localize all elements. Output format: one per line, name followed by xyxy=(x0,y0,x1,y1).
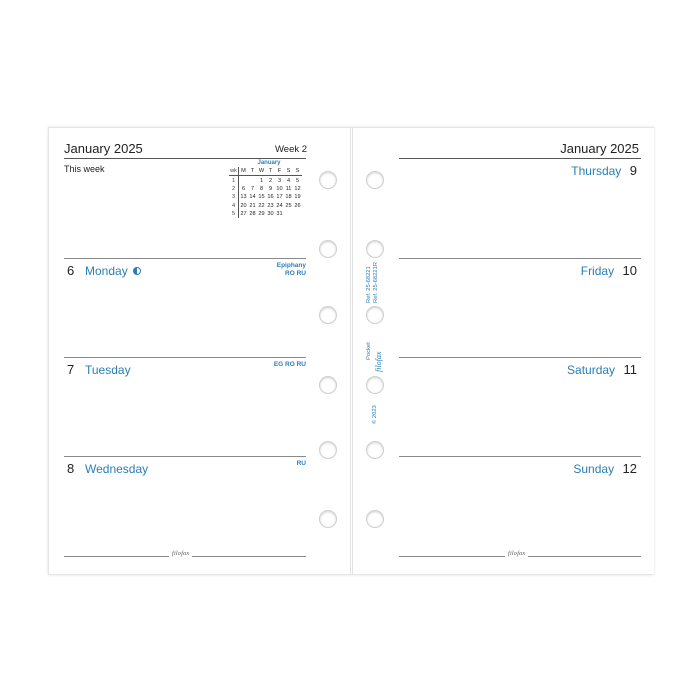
mini-cell: 28 xyxy=(249,211,256,218)
mini-cell: 15 xyxy=(258,194,265,201)
mini-cell: 7 xyxy=(250,185,255,192)
day-divider xyxy=(64,258,306,259)
mini-cell xyxy=(248,176,257,185)
mini-header-cell: W xyxy=(258,168,265,175)
holiday-monday xyxy=(249,262,306,278)
mini-cell: 31 xyxy=(276,211,283,218)
mini-cell: 17 xyxy=(276,194,283,201)
mini-cell: 19 xyxy=(294,194,301,201)
mini-cell: 3 xyxy=(229,193,239,201)
mini-calendar xyxy=(229,160,309,218)
mini-calendar-row xyxy=(229,176,302,185)
mini-cell: 18 xyxy=(285,194,292,201)
mini-calendar-row xyxy=(229,193,302,201)
mini-cell: 10 xyxy=(276,185,283,192)
day-number-thursday: 9 xyxy=(629,163,637,178)
mini-cell: 12 xyxy=(294,185,301,192)
holiday-tuesday-line2: EG RO RU xyxy=(273,361,306,368)
mini-calendar-row xyxy=(229,202,302,210)
mini-cell: 1 xyxy=(259,177,264,184)
mini-cell: 9 xyxy=(268,185,273,192)
ring-hole xyxy=(366,441,384,459)
mini-header-cell: wk xyxy=(230,168,237,175)
ring-hole xyxy=(319,171,337,189)
mini-cell xyxy=(293,210,302,218)
gutter-filofax-logo: filofax xyxy=(374,351,383,372)
mini-cell: 27 xyxy=(240,211,247,218)
day-name-wednesday: Wednesday xyxy=(85,462,149,476)
mini-cell xyxy=(239,176,249,185)
mini-calendar-table xyxy=(229,167,302,218)
mini-cell: 1 xyxy=(229,176,239,185)
this-week-label: This week xyxy=(64,164,105,174)
mini-calendar-row xyxy=(229,210,302,218)
mini-cell: 13 xyxy=(240,194,247,201)
mini-cell: 5 xyxy=(229,210,239,218)
mini-cell: 26 xyxy=(294,202,301,209)
mini-calendar-month: January xyxy=(257,160,281,166)
mini-cell: 24 xyxy=(276,202,283,209)
day-name-monday: Monday xyxy=(85,264,128,278)
week-number: Week 2 xyxy=(275,144,308,155)
mini-cell: 30 xyxy=(267,211,274,218)
left-page xyxy=(49,128,351,574)
ring-hole xyxy=(319,441,337,459)
ring-hole xyxy=(366,510,384,528)
mini-cell: 25 xyxy=(285,202,292,209)
ring-hole xyxy=(366,306,384,324)
holiday-tuesday xyxy=(249,361,306,369)
mini-header-cell: T xyxy=(266,167,275,176)
mini-cell: 16 xyxy=(267,194,274,201)
holiday-monday-line2: RO RU xyxy=(285,270,306,277)
day-name-friday: Friday xyxy=(580,264,615,278)
gutter-ref2: Ref. 25-68221R xyxy=(373,262,379,303)
mini-calendar-row xyxy=(229,185,302,193)
mini-header-cell: S xyxy=(293,167,302,176)
day-divider xyxy=(399,258,641,259)
day-divider xyxy=(399,456,641,457)
day-divider xyxy=(64,456,306,457)
day-heading-sunday xyxy=(573,460,637,478)
ring-hole xyxy=(319,510,337,528)
holiday-monday-line1: Epiphany xyxy=(276,262,306,269)
right-page-title: January 2025 xyxy=(560,141,639,156)
mini-cell xyxy=(284,210,293,218)
mini-cell: 8 xyxy=(259,185,264,192)
mini-calendar-header xyxy=(229,167,302,176)
mini-cell: 20 xyxy=(240,202,247,209)
day-heading-friday xyxy=(581,262,637,280)
mini-cell: 6 xyxy=(241,185,246,192)
ring-hole xyxy=(319,376,337,394)
day-number-friday: 10 xyxy=(622,263,637,278)
mini-header-cell: T xyxy=(248,167,257,176)
day-divider xyxy=(399,357,641,358)
day-number-saturday: 11 xyxy=(623,362,637,377)
mini-cell: 5 xyxy=(295,177,300,184)
mini-cell: 3 xyxy=(277,177,282,184)
gutter-ref1: Ref. 25-68221 xyxy=(366,266,372,303)
mini-header-cell: F xyxy=(275,167,284,176)
ring-hole xyxy=(366,376,384,394)
planner-spread xyxy=(48,127,654,575)
day-heading-saturday xyxy=(567,361,637,379)
mini-cell: 21 xyxy=(249,202,256,209)
day-number-tuesday: 7 xyxy=(67,362,75,377)
ring-hole xyxy=(366,171,384,189)
filofax-logo-left: filofax xyxy=(169,551,192,557)
day-number-sunday: 12 xyxy=(622,461,637,476)
day-name-thursday: Thursday xyxy=(571,164,622,178)
mini-cell: 29 xyxy=(258,211,265,218)
mini-header-cell: S xyxy=(284,167,293,176)
gutter-copyright: © 2023 xyxy=(372,405,378,424)
mini-cell: 2 xyxy=(268,177,273,184)
left-page-title: January 2025 xyxy=(64,141,143,156)
filofax-logo-right: filofax xyxy=(505,551,528,557)
gutter-size: Pocket xyxy=(366,342,372,360)
mini-cell: 4 xyxy=(229,202,239,210)
mini-cell: 14 xyxy=(249,194,256,201)
ring-hole xyxy=(366,240,384,258)
day-number-wednesday: 8 xyxy=(67,461,75,476)
mini-cell: 23 xyxy=(267,202,274,209)
day-name-saturday: Saturday xyxy=(567,363,616,377)
mini-cell: 22 xyxy=(258,202,265,209)
header-rule xyxy=(399,158,641,159)
holiday-wednesday-line2: RU xyxy=(296,460,306,467)
day-number-monday: 6 xyxy=(67,263,75,278)
day-name-sunday: Sunday xyxy=(573,462,615,476)
day-divider xyxy=(64,357,306,358)
mini-cell: 11 xyxy=(285,185,292,192)
mini-cell: 4 xyxy=(286,177,291,184)
holiday-wednesday xyxy=(249,460,306,468)
mini-header-cell: M xyxy=(239,167,249,176)
ring-hole xyxy=(319,240,337,258)
ring-hole xyxy=(319,306,337,324)
header-rule xyxy=(64,158,306,159)
moon-phase-icon xyxy=(133,267,141,275)
day-heading-thursday xyxy=(571,162,637,180)
mini-cell: 2 xyxy=(229,185,239,193)
gutter-ref-codes xyxy=(366,262,380,303)
right-page xyxy=(352,128,654,574)
day-name-tuesday: Tuesday xyxy=(85,363,131,377)
